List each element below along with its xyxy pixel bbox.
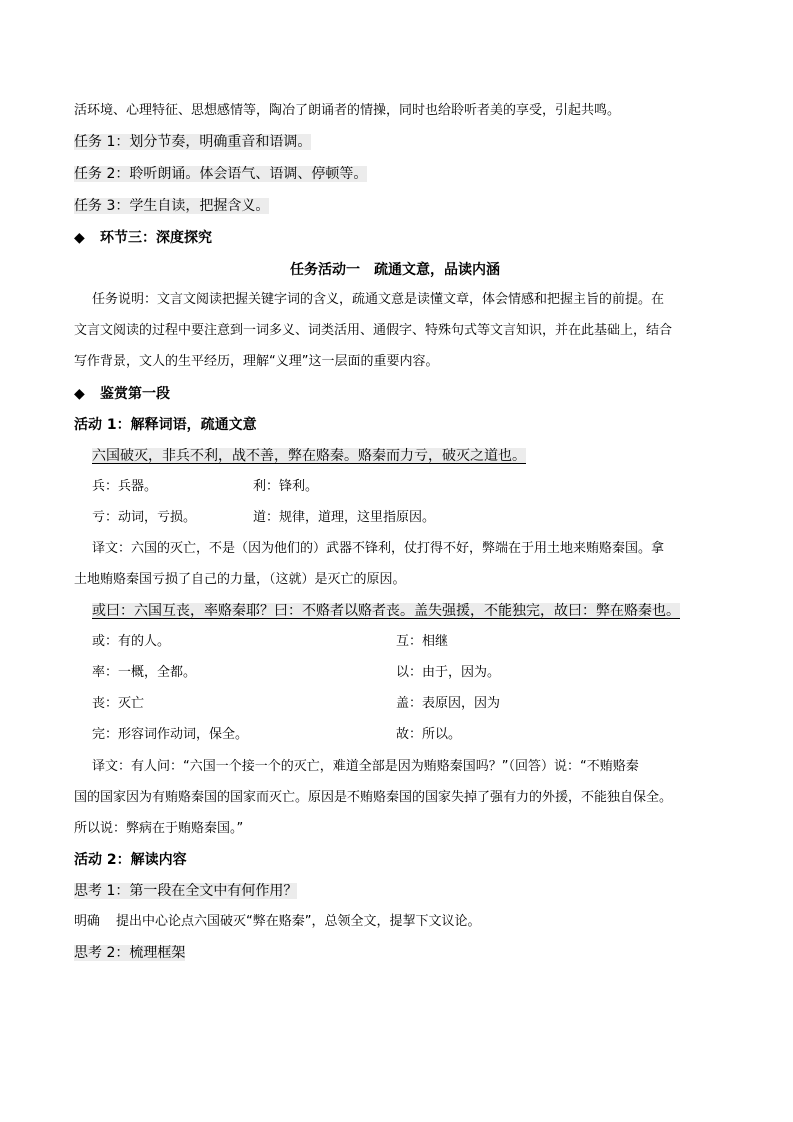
- diamond-bullet-icon: ◆: [74, 386, 85, 402]
- translation-2-line-1: 译文：有人问：“六国一个接一个的灭亡，难道全部是因为贿赂秦国吗？”（回答）说：“不贿赂秦: [92, 759, 639, 774]
- gloss-yi: 以：由于，因为。: [396, 665, 501, 680]
- task-1: 任务 1：划分节奏，明确重音和语调。: [74, 134, 312, 150]
- gloss-kui: 亏：动词，亏损。: [92, 510, 197, 525]
- source-text-1: 六国破灭，非兵不利，战不善，弊在赂秦。赂秦而力亏，破灭之道也。: [92, 448, 526, 464]
- activity-title: 任务活动一 疏通文意，品读内涵: [290, 262, 500, 278]
- translation-2-line-2: 国的国家因为有贿赂秦国的国家而灭亡。原因是不贿赂秦国的国家失掉了强有力的外援，不能独自保全。: [74, 790, 673, 805]
- think-1: 思考 1：第一段在全文中有何作用？: [74, 883, 298, 899]
- gloss-gai: 盖：表原因，因为: [396, 696, 501, 711]
- task-3: 任务 3：学生自读，把握含义。: [74, 198, 270, 214]
- task-description-line-3: 写作背景，文人的生平经历，理解“义理”这一层面的重要内容。: [74, 354, 439, 369]
- activity-2-heading: 活动 2：解读内容: [74, 852, 187, 868]
- gloss-hu: 互：相继: [396, 634, 449, 649]
- translation-1-line-2: 土地贿赂秦国亏损了自己的力量，（这就）是灭亡的原因。: [74, 572, 406, 587]
- gloss-bing: 兵：兵器。: [92, 479, 158, 494]
- activity-1-heading: 活动 1：解释词语，疏通文意: [74, 417, 257, 433]
- task-description-line-1: 任务说明：文言文阅读把握关键字词的含义，疏通文意是读懂文章，体会情感和把握主旨的前提。在: [92, 292, 665, 307]
- gloss-dao: 道：规律，道理，这里指原因。: [253, 510, 436, 525]
- clarify-text: 提出中心论点六国破灭“弊在赂秦”，总领全文，提挈下文议论。: [116, 914, 481, 929]
- gloss-wan: 完：形容词作动词，保全。: [92, 727, 249, 742]
- section-3-heading: [74, 228, 212, 248]
- clarify-line: [74, 912, 481, 932]
- translation-1-line-1: 译文：六国的灭亡，不是（因为他们的）武器不锋利，仗打得不好，弊端在于用土地来贿赂秦国。拿: [92, 541, 665, 556]
- gloss-lv: 率：一概，全都。: [92, 665, 197, 680]
- gloss-sang: 丧：灭亡: [92, 696, 145, 711]
- gloss-gu: 故：所以。: [396, 727, 462, 742]
- gloss-li: 利：锋利。: [253, 479, 319, 494]
- task-description-line-2: 文言文阅读的过程中要注意到一词多义、词类活用、通假字、特殊句式等文言知识，并在此基础上，结合: [74, 323, 673, 338]
- task-2: 任务 2：聆听朗诵。体会语气、语调、停顿等。: [74, 166, 368, 182]
- paragraph-1-title: 鉴赏第一段: [100, 386, 170, 402]
- diamond-bullet-icon: ◆: [74, 230, 85, 246]
- source-text-2: 或曰：六国互丧，率赂秦耶？曰：不赂者以赂者丧。盖失强援，不能独完，故曰：弊在赂秦也。: [92, 603, 680, 619]
- gloss-huo: 或：有的人。: [92, 634, 171, 649]
- translation-2-line-3: 所以说：弊病在于贿赂秦国。”: [74, 821, 244, 836]
- paragraph-1-heading: [74, 384, 170, 404]
- section-3-title: 环节三：深度探究: [100, 230, 212, 246]
- think-2: 思考 2：梳理框架: [74, 945, 186, 961]
- clarify-label: 明确: [74, 914, 101, 929]
- intro-continuation: 活环境、心理特征、思想感情等，陶冶了朗诵者的情操，同时也给聆听者美的享受，引起共鸣。: [74, 103, 621, 118]
